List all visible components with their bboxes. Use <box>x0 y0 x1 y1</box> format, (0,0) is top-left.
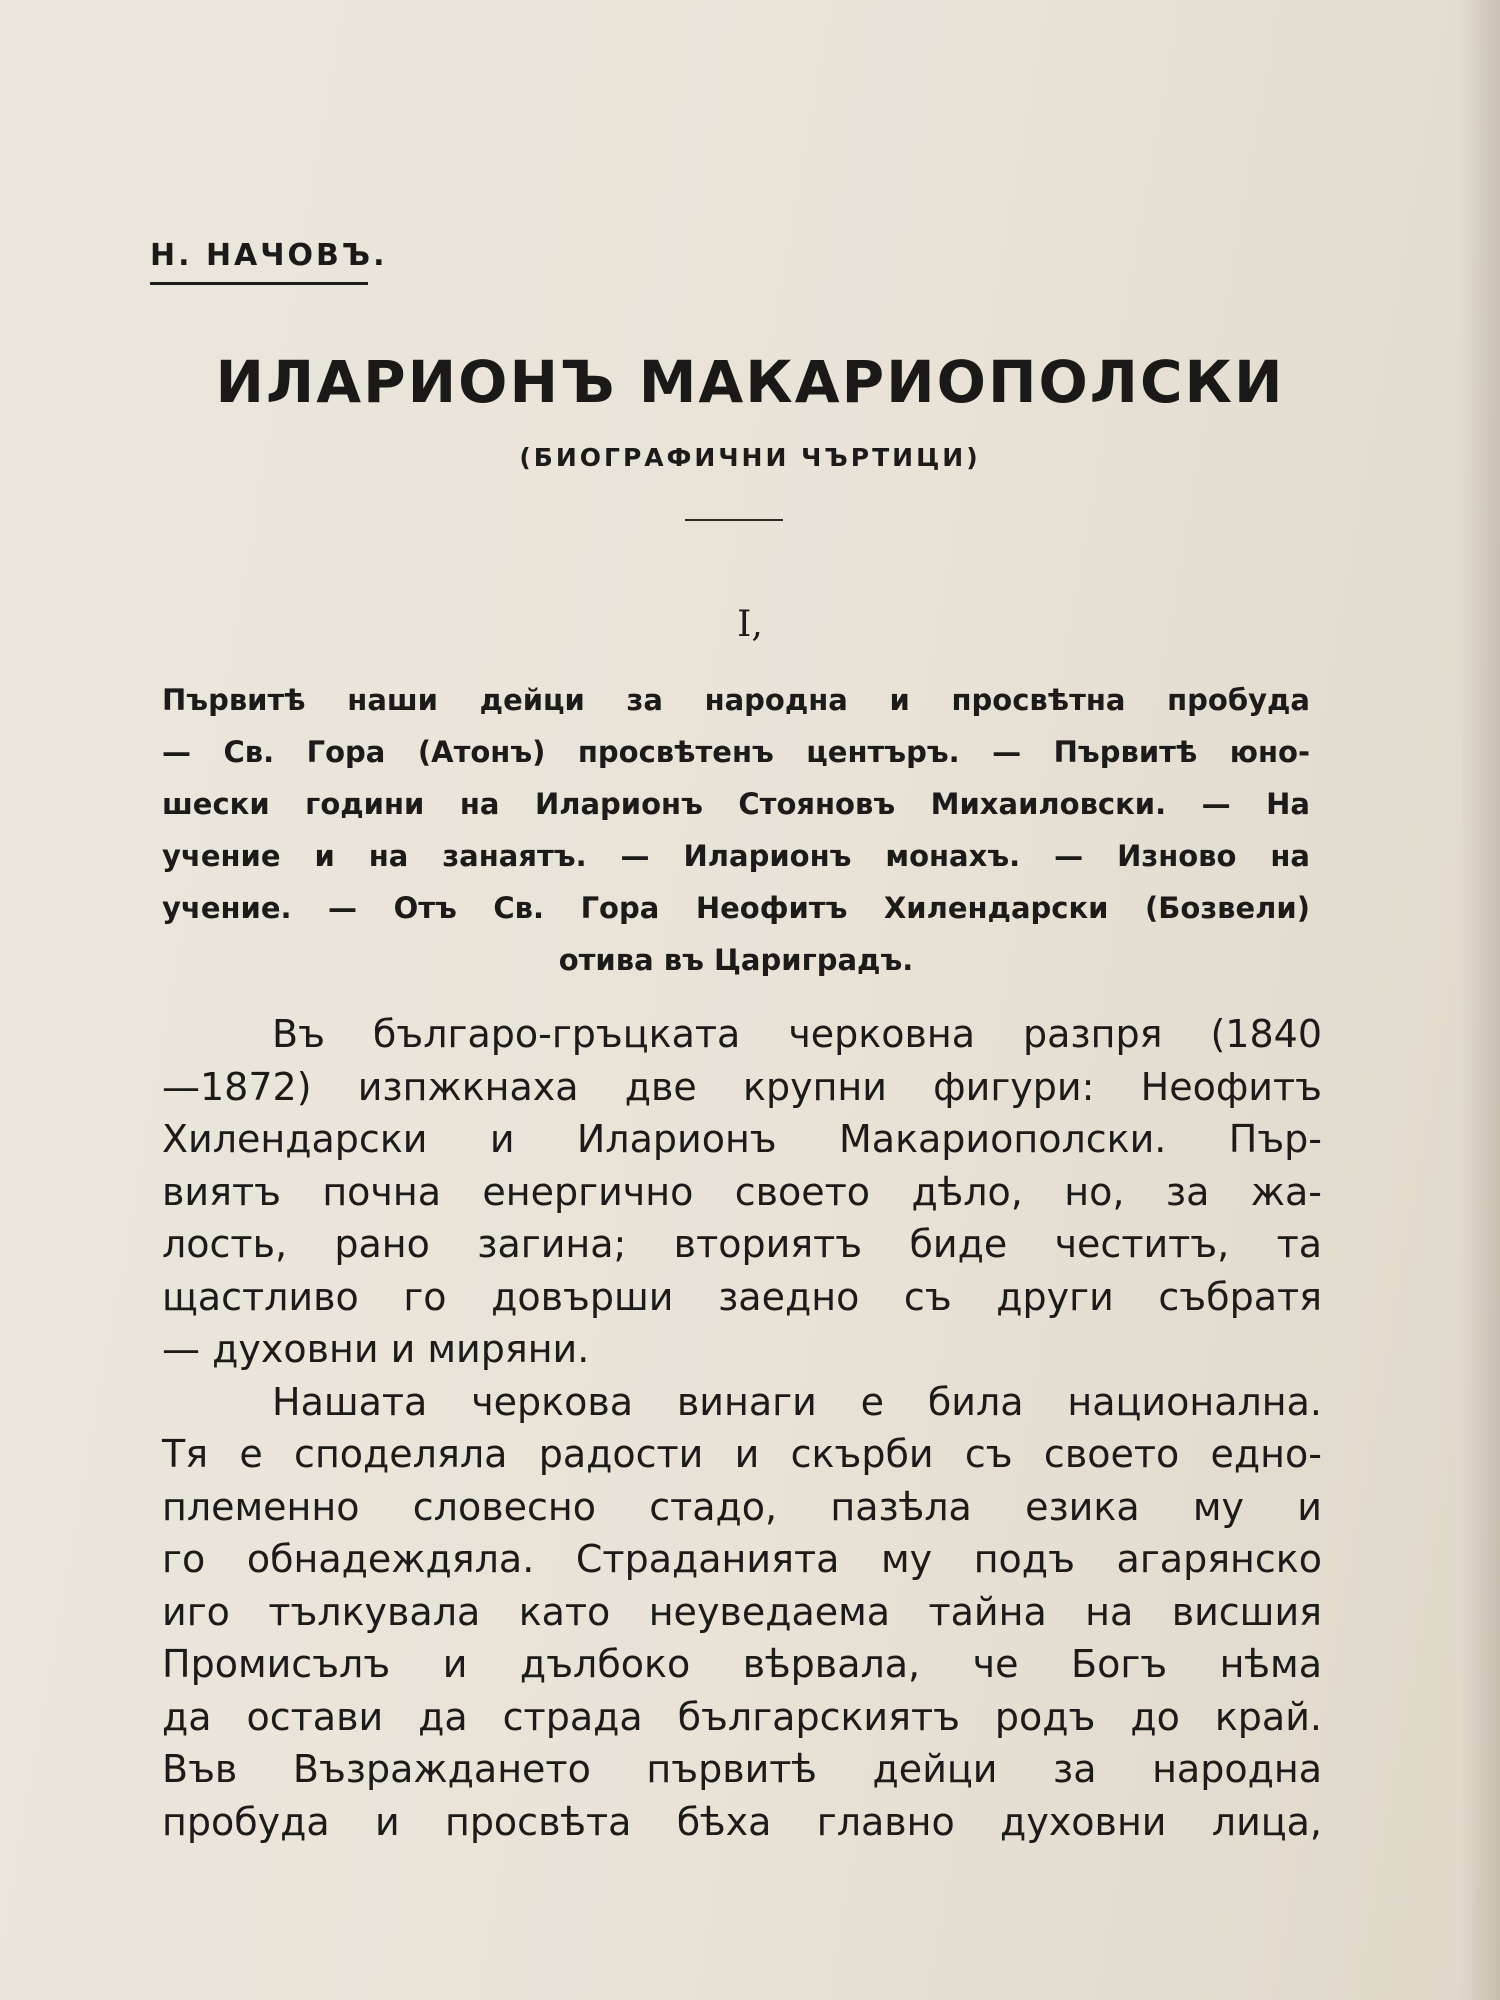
body-line: — духовни и миряни. <box>162 1327 590 1371</box>
body-line: иго тълкувала като неуведаема тайна на висшия <box>162 1589 1322 1634</box>
body-line: пробуда и просвѣта бѣха главно духовни лица, <box>162 1799 1322 1844</box>
body-text <box>162 1008 1322 1848</box>
body-line: щастливо го довърши заедно съ други събратя <box>162 1274 1322 1319</box>
author-underline <box>150 282 368 285</box>
summary-line: Първитѣ наши дейци за народна и просвѣтна пробуда <box>162 683 1310 717</box>
page-edge-shadow <box>1460 0 1500 2000</box>
body-line: Хилендарски и Иларионъ Макариополски. Пър- <box>162 1117 1322 1161</box>
body-line: го обнадеждяла. Страданията му подъ агарянско <box>162 1537 1322 1581</box>
body-line: да остави да страда българскиятъ родъ до край. <box>162 1694 1322 1739</box>
summary-line: шески години на Иларионъ Стояновъ Михаиловски. — На <box>162 787 1310 821</box>
summary-line: — Св. Гора (Атонъ) просвѣтенъ центъръ. — Първитѣ юно- <box>162 735 1310 769</box>
body-line: виятъ почна енергично своето дѣло, но, за жа- <box>162 1169 1322 1214</box>
summary-line: учение и на занаятъ. — Иларионъ монахъ. — Изново на <box>162 839 1310 873</box>
chapter-title: ИЛАРИОНЪ МАКАРИОПОЛСКИ <box>215 348 1285 416</box>
body-line: Във Възраждането първитѣ дейци за народна <box>162 1747 1322 1791</box>
summary-line: отива въ Цариградъ. <box>558 943 914 977</box>
body-line: племенно словесно стадо, пазѣла езика му и <box>162 1484 1322 1529</box>
body-line: Нашата черкова винаги е била национална. <box>272 1379 1322 1424</box>
section-summary <box>162 674 1310 986</box>
chapter-subtitle: (БИОГРАФИЧНИ ЧЪРТИЦИ) <box>519 443 981 472</box>
body-line: Въ българо-гръцката черковна разпря (1840 <box>272 1012 1322 1056</box>
body-line: Тя е споделяла радости и скърби съ своето едно- <box>162 1432 1322 1476</box>
body-line: Промисълъ и дълбоко вѣрвала, че Богъ нѣма <box>162 1642 1322 1686</box>
section-number: I, <box>737 604 763 645</box>
title-divider <box>685 519 783 521</box>
body-line: лость, рано загина; вториятъ биде честитъ, та <box>162 1222 1322 1266</box>
summary-line: учение. — Отъ Св. Гора Неофитъ Хилендарски (Бозвели) <box>162 891 1310 925</box>
author-name: Н. НАЧОВЪ. <box>150 238 388 273</box>
body-line: —1872) изпжкнаха две крупни фигури: Неофитъ <box>162 1064 1322 1109</box>
